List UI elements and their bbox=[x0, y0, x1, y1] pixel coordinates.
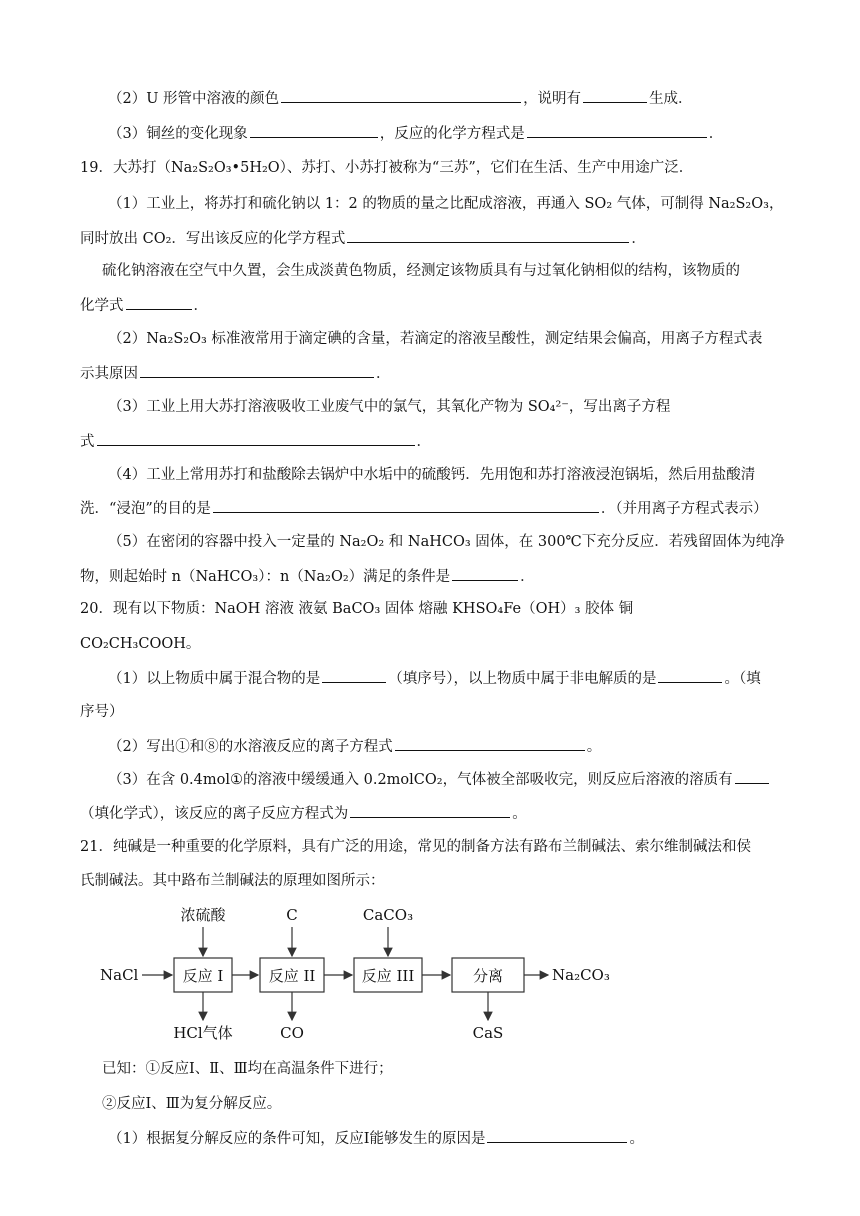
q21-intro-line2: 氏制碱法。其中路布兰制碱法的原理如图所示： bbox=[80, 873, 385, 889]
q19-part3-line2 bbox=[80, 431, 431, 452]
q19-part3-line1: （3）工业上用大苏打溶液吸收工业废气中的氯气，其氧化产物为 SO₄²⁻，写出离子方程 bbox=[108, 399, 671, 415]
q20-part1-line1 bbox=[108, 668, 761, 689]
substance-text: NaOH 溶液 bbox=[214, 601, 294, 617]
q20-part3-line2 bbox=[80, 803, 527, 824]
separation-label: 分离 bbox=[472, 967, 504, 985]
text: （3）在含 0.4mol bbox=[108, 772, 231, 788]
text: 20．现有以下物质： bbox=[80, 601, 215, 617]
substance-text: CH₃COOH。 bbox=[108, 636, 201, 652]
q21-part1 bbox=[108, 1128, 644, 1149]
q19-part2-line2 bbox=[80, 363, 391, 384]
q19-part5-line2 bbox=[80, 566, 535, 587]
text: 化学式 bbox=[80, 298, 124, 314]
reaction-1-label: 反应 I bbox=[182, 967, 224, 985]
answer-blank[interactable] bbox=[213, 498, 599, 513]
answer-blank[interactable] bbox=[658, 668, 722, 683]
text: 式 bbox=[80, 434, 95, 450]
input-nacl-label: NaCl bbox=[100, 966, 139, 984]
leblanc-process-diagram bbox=[96, 898, 626, 1048]
answer-blank[interactable] bbox=[527, 123, 707, 138]
q20-part3-line1 bbox=[108, 769, 771, 790]
text: 。 bbox=[512, 806, 527, 822]
q18-part3 bbox=[108, 123, 723, 144]
text: 物，则起始时 n（NaHCO₃）：n（Na₂O₂）满足的条件是 bbox=[80, 569, 451, 585]
q20-intro-line1 bbox=[80, 599, 633, 619]
text: （填化学式），该反应的离子反应方程式为 bbox=[80, 806, 349, 822]
text: ② bbox=[102, 1096, 117, 1112]
answer-blank[interactable] bbox=[452, 566, 518, 581]
output-cas-label: CaS bbox=[472, 1024, 504, 1042]
text: ① bbox=[145, 1061, 160, 1077]
text: 洗．“浸泡”的目的是 bbox=[80, 501, 211, 517]
substance-text: 铜 bbox=[618, 601, 634, 617]
q19-part4-line1: （4）工业上常用苏打和盐酸除去锅炉中水垢中的硫酸钙．先用饱和苏打溶液浸泡锅垢，然后用盐酸清 bbox=[108, 467, 756, 483]
answer-blank[interactable] bbox=[347, 228, 629, 243]
text: ． bbox=[520, 569, 535, 585]
answer-blank[interactable] bbox=[735, 769, 769, 784]
q21-known-line1 bbox=[102, 1059, 393, 1079]
output-hcl-label: HCl气体 bbox=[173, 1024, 233, 1042]
q19-part5-line1: （5）在密闭的容器中投入一定量的 Na₂O₂ 和 NaHCO₃ 固体，在 300℃下充分反应．若残留固体为纯净 bbox=[108, 534, 785, 550]
reaction-3-label: 反应 III bbox=[361, 967, 415, 985]
substance-text: Fe（OH）₃ 胶体 bbox=[503, 601, 615, 617]
q19-part4-line2 bbox=[80, 498, 768, 519]
text: 。（填 bbox=[724, 671, 761, 687]
answer-blank[interactable] bbox=[487, 1128, 627, 1143]
input-caco3-label: CaCO₃ bbox=[362, 906, 414, 924]
text: （1）根据复分解反应的条件可知，反应Ⅰ能够发生的原因是 bbox=[108, 1131, 486, 1147]
output-co-label: CO bbox=[280, 1024, 304, 1042]
answer-blank[interactable] bbox=[350, 803, 510, 818]
answer-blank[interactable] bbox=[583, 88, 647, 103]
text: （1）以上物质中属于混合物的是 bbox=[108, 671, 321, 687]
text: 示其原因 bbox=[80, 366, 138, 382]
text: 。 bbox=[586, 739, 602, 755]
text: 和 bbox=[189, 739, 205, 755]
q19-part2-line1: （2）Na₂S₂O₃ 标准液常用于滴定碘的含量，若滴定的溶液呈酸性，测定结果会偏高，用离子方程式表 bbox=[108, 331, 763, 347]
text: ． bbox=[631, 231, 646, 247]
text: 的溶液中缓缓通入 0.2molCO₂，气体被全部吸收完，则反应后溶液的溶质有 bbox=[243, 772, 733, 788]
q20-part1-line2: 序号） bbox=[80, 704, 124, 720]
q19-part1-line2 bbox=[80, 228, 646, 249]
text: 生成． bbox=[649, 91, 693, 107]
q20-intro-line2 bbox=[80, 634, 200, 654]
q19-part1-line3: 硫化钠溶液在空气中久置，会生成淡黄色物质，经测定该物质具有与过氧化钠相似的结构，该物质的 bbox=[102, 263, 740, 279]
answer-blank[interactable] bbox=[126, 295, 192, 310]
text: （2）写出 bbox=[108, 739, 176, 755]
q21-known-line2 bbox=[102, 1094, 281, 1114]
text: ． bbox=[193, 298, 208, 314]
text: ，说明有 bbox=[523, 91, 582, 107]
text: ． bbox=[416, 434, 431, 450]
answer-blank[interactable] bbox=[395, 736, 585, 751]
input-sulfuric-acid-label: 浓硫酸 bbox=[180, 906, 226, 924]
text: ① bbox=[230, 772, 244, 788]
text: 已知： bbox=[102, 1061, 146, 1077]
text: 的水溶液反应的离子方程式 bbox=[218, 739, 393, 755]
text: ． bbox=[376, 366, 391, 382]
substance-text: CO₂ bbox=[80, 636, 109, 652]
text: 同时放出 CO₂．写出该反应的化学方程式 bbox=[80, 231, 346, 247]
q21-intro-line1: 21．纯碱是一种重要的化学原料，具有广泛的用途，常见的制备方法有路布兰制碱法、索尔维制碱法和侯 bbox=[80, 839, 751, 855]
product-label: Na₂CO₃ bbox=[552, 966, 610, 984]
answer-blank[interactable] bbox=[97, 431, 415, 446]
reaction-2-label: 反应 II bbox=[268, 967, 316, 985]
substance-text: 熔融 KHSO₄ bbox=[418, 601, 504, 617]
text: （3）铜丝的变化现象 bbox=[108, 126, 248, 142]
substance-text: BaCO₃ 固体 bbox=[332, 601, 414, 617]
text: ．（并用离子方程式表示） bbox=[600, 501, 768, 517]
q19-intro: 19．大苏打（Na₂S₂O₃•5H₂O）、苏打、小苏打被称为“三苏”，它们在生活、生产中用途广泛． bbox=[80, 160, 694, 176]
answer-blank[interactable] bbox=[281, 88, 521, 103]
answer-blank[interactable] bbox=[250, 123, 378, 138]
substance-text: 液氨 bbox=[298, 601, 328, 617]
text: ，反应的化学方程式是 bbox=[379, 126, 525, 142]
text: （2）U 形管中溶液的颜色 bbox=[108, 91, 280, 107]
q19-part1-line1: （1）工业上，将苏打和硫化钠以 1：2 的物质的量之比配成溶液，再通入 SO₂ 气体，可制得 Na₂S₂O₃， bbox=[108, 196, 784, 212]
text: 反应Ⅰ、Ⅱ、Ⅲ均在高温条件下进行； bbox=[160, 1061, 393, 1077]
q19-part1-line4 bbox=[80, 295, 208, 316]
text: 反应Ⅰ、Ⅲ为复分解反应。 bbox=[116, 1096, 282, 1112]
input-carbon-label: C bbox=[286, 906, 298, 924]
text: ⑧ bbox=[204, 739, 219, 755]
text: 。 bbox=[629, 1131, 644, 1147]
text: ① bbox=[175, 739, 190, 755]
answer-blank[interactable] bbox=[322, 668, 386, 683]
text: ． bbox=[708, 126, 724, 142]
q20-part2 bbox=[108, 736, 601, 757]
q18-part2 bbox=[108, 88, 693, 109]
text: （填序号），以上物质中属于非电解质的是 bbox=[388, 671, 657, 687]
answer-blank[interactable] bbox=[140, 363, 374, 378]
